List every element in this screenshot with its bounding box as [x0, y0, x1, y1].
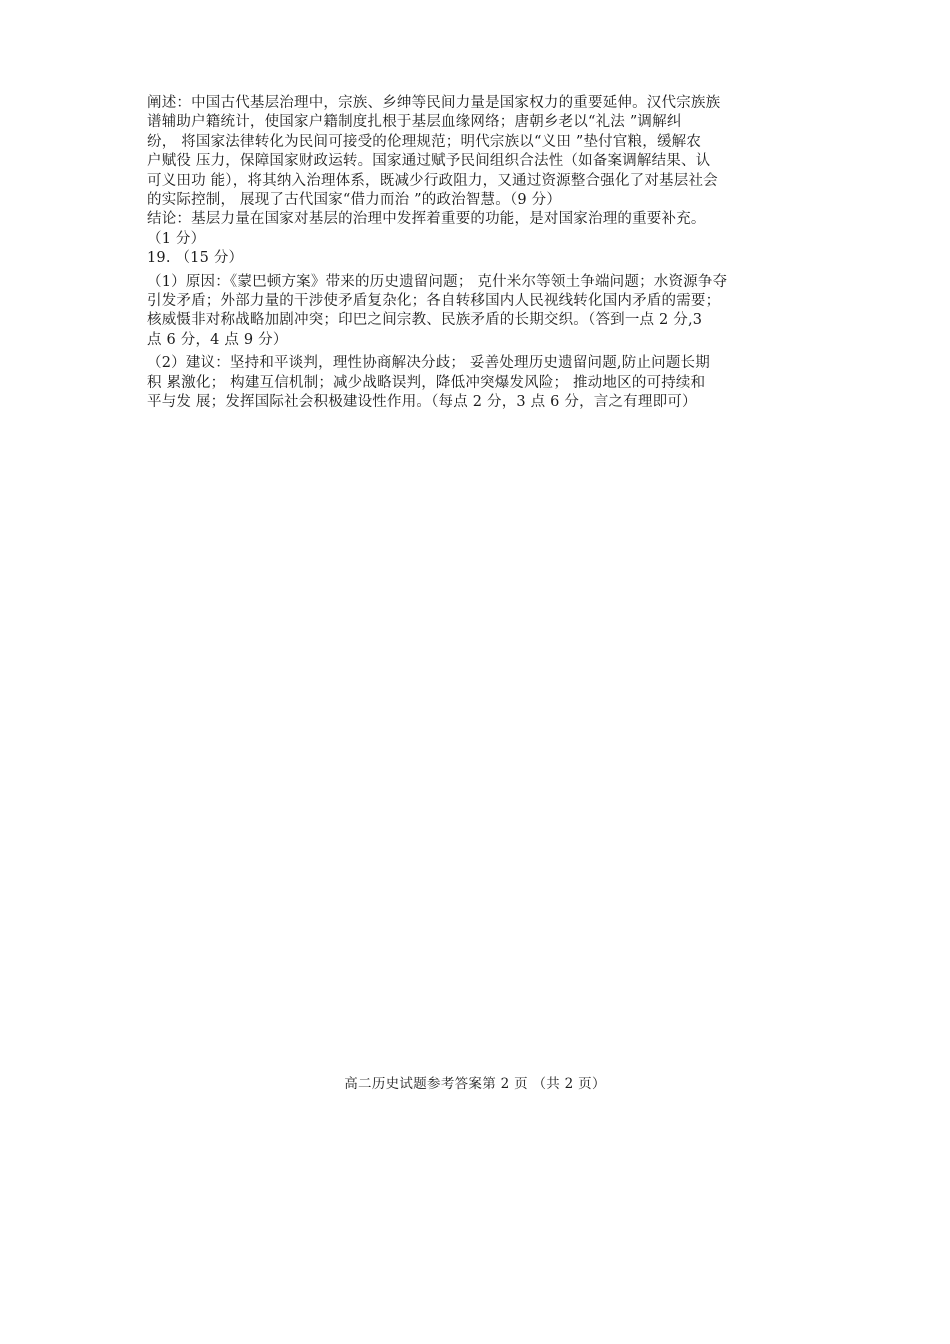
answer-19-part1: [147, 273, 812, 351]
part1-line: 核威慑非对称战略加剧冲突；印巴之间宗教、民族矛盾的长期交织。（答到一点 2 分,3: [147, 312, 703, 329]
elaboration-line: 谱辅助户籍统计，使国家户籍制度扎根于基层血缘网络；唐朝乡老以“礼法 ”调解纠: [147, 114, 682, 131]
part1-line: 引发矛盾；外部力量的干涉使矛盾复杂化；各自转移国内人民视线转化国内矛盾的需要；: [147, 293, 721, 310]
page-footer: 高二历史试题参考答案第 2 页 （共 2 页）: [344, 1076, 606, 1092]
answer-18-elaboration: [147, 94, 812, 210]
part1-line: 点 6 分，4 点 9 分）: [147, 331, 288, 348]
elaboration-line: 阐述：中国古代基层治理中，宗族、乡绅等民间力量是国家权力的重要延伸。汉代宗族族: [147, 95, 721, 111]
part1-line: （1）原因：《蒙巴顿方案》带来的历史遗留问题； 克什米尔等领土争端问题；水资源争夺: [147, 273, 728, 290]
elaboration-line: 的实际控制， 展现了古代国家“借力而治 ”的政治智慧。（9 分）: [147, 192, 562, 209]
part2-line: 积 累激化； 构建互信机制；减少战略误判，降低冲突爆发风险； 推动地区的可持续和: [147, 374, 706, 391]
question-19-heading: 19. （15 分）: [147, 250, 244, 267]
elaboration-line: 纷， 将国家法律转化为民间可接受的伦理规范；明代宗族以“义田 ”垫付官粮，缓解农: [147, 133, 702, 150]
conclusion-line: （1 分）: [147, 230, 206, 247]
answer-18-conclusion: [147, 210, 812, 249]
part2-line: 平与发 展；发挥国际社会积极建设性作用。（每点 2 分，3 点 6 分，言之有理即可）: [147, 394, 697, 411]
part2-line: （2）建议：坚持和平谈判，理性协商解决分歧； 妥善处理历史遗留问题,防止问题长期: [147, 355, 710, 372]
answer-content: [147, 94, 812, 413]
elaboration-line: 可义田功 能），将其纳入治理体系，既减少行政阻力，又通过资源整合强化了对基层社会: [147, 172, 718, 189]
conclusion-line: 结论：基层力量在国家对基层的治理中发挥着重要的功能，是对国家治理的重要补充。: [147, 211, 706, 228]
answer-19-part2: [147, 354, 812, 412]
elaboration-line: 户赋役 压力，保障国家财政运转。国家通过赋予民间组织合法性（如备案调解结果、认: [147, 153, 711, 170]
